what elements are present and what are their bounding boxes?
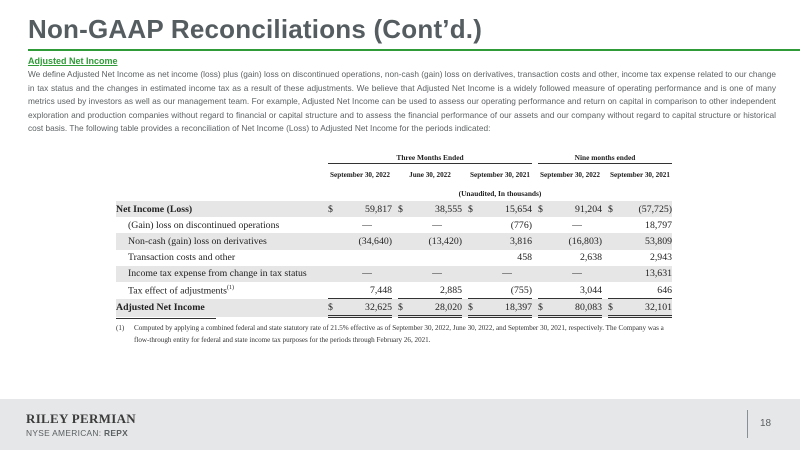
cell-value: — [362,219,372,231]
column-header: September 30, 2022 [540,170,600,179]
exchange-ticker [26,428,128,438]
cell-value: 53,809 [622,233,672,249]
table-row [116,217,672,233]
cell-value: — [342,266,392,282]
cell-value: 28,020 [412,299,462,317]
currency-symbol: $ [538,201,552,217]
currency-symbol: $ [398,201,412,217]
cell-value [342,250,392,266]
row-label: Adjusted Net Income [116,299,328,317]
row-label-text: Tax effect of adjustments [128,284,227,296]
cell-value: 38,555 [412,201,462,217]
row-label: Net Income (Loss) [116,201,328,217]
table-row [116,250,672,266]
currency-symbol: $ [328,201,342,217]
cell-value: 18,797 [645,219,672,231]
footnote [116,322,676,346]
ticker-symbol: REPX [104,428,129,438]
intro-paragraph: We define Adjusted Net Income as net income (loss) plus (gain) loss on discontinued operations, non-cash (gain) loss on derivatives, transaction costs and other, income tax expense related to our change in tax status and the changes in estimated income tax as a result of these adjustments. We believe that Adjusted Net Income is a widely followed measure of operating performance and is one of many metrics used by investors as well as our management team. For example, Adjusted Net Income can be used to assess our operating performance and return on capital in comparison to other independent exploration and production companies without regard to financial or capital structure and to assess the financial performance of our assets and our company without regard to capital structure or historical cost basis. The following table provides a reconciliation of Net Income (Loss) to Adjusted Net Income for the periods indicated: [28,69,776,134]
column-header: September 30, 2021 [470,170,530,179]
row-label: Transaction costs and other [128,252,236,264]
column-header: June 30, 2022 [409,170,451,179]
section-subheading: Adjusted Net Income [28,56,118,66]
cell-value: 80,083 [552,299,602,317]
cell-value: 2,638 [579,252,602,264]
column-header: September 30, 2022 [330,170,390,179]
currency-symbol: $ [398,299,412,317]
footnote-divider [116,318,216,319]
cell-value: — [432,219,442,231]
cell-value: (34,640) [342,233,392,249]
cell-value: 7,448 [369,284,392,296]
currency-symbol: $ [328,299,342,317]
cell-value: 59,817 [342,201,392,217]
cell-value: 3,044 [579,284,602,296]
header-column-row [116,164,672,187]
table-row [116,282,672,299]
cell-value: (57,725) [622,201,672,217]
footnote-marker: (1) [226,284,234,291]
table-row [116,201,672,217]
cell-value: (13,420) [412,233,462,249]
currency-symbol: $ [468,201,482,217]
page-number-divider [747,410,748,438]
cell-value: 646 [657,284,672,296]
row-label [116,282,328,299]
currency-symbol: $ [468,299,482,317]
cell-value: (776) [510,219,532,231]
exchange-label: NYSE AMERICAN: [26,428,105,438]
cell-value: (16,803) [552,233,602,249]
cell-value: 3,816 [482,233,532,249]
cell-value: — [482,266,532,282]
footnote-marker: (1) [116,324,125,332]
cell-value: 18,397 [482,299,532,317]
footnote-text: Computed by applying a combined federal and state statutory rate of 21.5% effective as of September 30, 2022, June 30, 2022, and September 30, 2021, respectively. The Company was a flow-through entity for federal and state income tax purposes for the periods through February 26, 2021. [134,324,664,344]
header-unit-row [116,186,672,201]
cell-value: 32,625 [342,299,392,317]
row-label: Non-cash (gain) loss on derivatives [116,233,328,249]
table-row [116,233,672,249]
row-label: (Gain) loss on discontinued operations [128,219,280,231]
title-divider [28,49,800,51]
unit-note: (Unaudited, In thousands) [458,189,542,198]
header-nine-months: Nine months ended [538,152,672,164]
cell-value [412,250,462,266]
cell-value: 458 [517,252,532,264]
page-number: 18 [760,418,772,429]
column-header: September 30, 2021 [610,170,670,179]
cell-value: 2,943 [649,252,672,264]
table-row-total [116,299,672,317]
page-title: Non-GAAP Reconciliations (Cont’d.) [28,14,483,44]
header-group-row [116,152,672,164]
cell-value: — [572,219,582,231]
cell-value: — [552,266,602,282]
cell-value: 13,631 [622,266,672,282]
company-logo: RILEY PERMIAN [26,411,136,426]
reconciliation-table [116,152,672,318]
table-row [116,266,672,282]
cell-value: 15,654 [482,201,532,217]
cell-value: — [412,266,462,282]
cell-value: 2,885 [439,284,462,296]
currency-symbol: $ [608,299,622,317]
currency-symbol: $ [608,201,622,217]
cell-value: 32,101 [622,299,672,317]
cell-value: 91,204 [552,201,602,217]
row-label: Income tax expense from change in tax status [116,266,328,282]
cell-value: (755) [510,284,532,296]
header-three-months: Three Months Ended [328,152,532,164]
currency-symbol: $ [538,299,552,317]
